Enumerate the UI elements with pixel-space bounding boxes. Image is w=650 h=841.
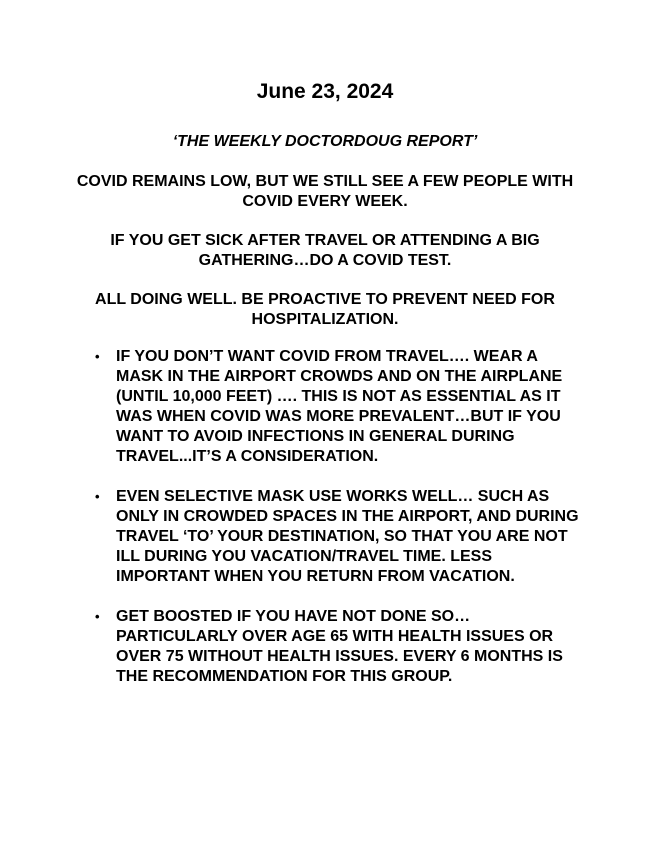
list-item-text: GET BOOSTED IF YOU HAVE NOT DONE SO…PARTICULARLY OVER AGE 65 WITH HEALTH ISSUES OR OVER 75 WITHOUT HEALTH ISSUES. EVERY 6 MONTHS IS THE RECOMMENDATION FOR THIS GROUP. <box>116 608 563 685</box>
bullet-icon: • <box>95 609 100 624</box>
recommendation-list <box>0 347 650 707</box>
covid-test-paragraph: IF YOU GET SICK AFTER TRAVEL OR ATTENDING A BIG GATHERING…DO A COVID TEST. <box>110 232 540 269</box>
list-item-text: EVEN SELECTIVE MASK USE WORKS WELL… SUCH AS ONLY IN CROWDED SPACES IN THE AIRPORT, AND DURING TRAVEL ‘TO’ YOUR DESTINATION, SO THAT YOU ARE NOT ILL DURING YOU VACATION/TRAVEL TIME. LESS IMPORTANT WHEN YOU RETURN FROM VACATION. <box>116 488 579 585</box>
list-item <box>0 347 650 467</box>
bullet-icon: • <box>95 489 100 504</box>
list-item-text: IF YOU DON’T WANT COVID FROM TRAVEL…. WEAR A MASK IN THE AIRPORT CROWDS AND ON THE AIRPLANE (UNTIL 10,000 FEET) …. THIS IS NOT AS ESSENTIAL AS IT WAS WHEN COVID WAS MORE PREVALENT…BUT IF YOU WANT TO AVOID INFECTIONS IN GENERAL DURING TRAVEL...IT’S A CONSIDERATION. <box>116 348 563 465</box>
list-item <box>0 487 650 587</box>
covid-status-paragraph: COVID REMAINS LOW, BUT WE STILL SEE A FEW PEOPLE WITH COVID EVERY WEEK. <box>76 173 574 210</box>
report-date: June 23, 2024 <box>256 80 394 103</box>
report-title: ‘THE WEEKLY DOCTORDOUG REPORT’ <box>172 133 478 150</box>
bullet-icon: • <box>95 349 100 364</box>
proactive-paragraph: ALL DOING WELL. BE PROACTIVE TO PREVENT NEED FOR HOSPITALIZATION. <box>95 291 555 328</box>
list-item <box>0 607 650 687</box>
